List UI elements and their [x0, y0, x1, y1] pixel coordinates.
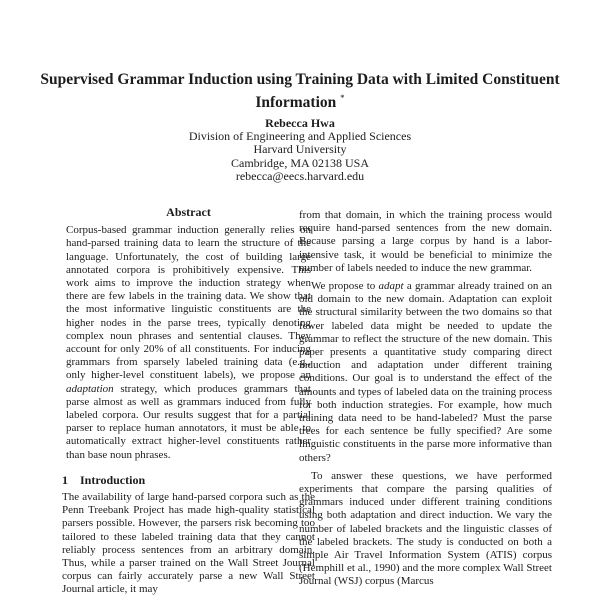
- right-column-continuation: from that domain, in which the training process would require hand-parsed sentences from the new domain. Because parsing a large corpus by hand is a labor-intensive task, it would be beneficial to minimize the number of labels needed to induce the new grammar.: [299, 209, 552, 274]
- abstract-body: [62, 224, 315, 462]
- title-footnote-marker: *: [340, 93, 345, 103]
- author-block: [100, 117, 500, 183]
- author-affiliation-division: Division of Engineering and Applied Sciences: [188, 129, 412, 144]
- paper-title-text: Supervised Grammar Induction using Training Data with Limited Constituent Information: [40, 71, 560, 112]
- right-column-paragraph-3: To answer these questions, we have performed experiments that compare the parsing qualities of grammars induced under different training conditions using both adaptation and direct induction. We vary the number of labeled brackets and the linguistic classes of the labeled brackets. The study is conducted on both a simple Air Travel Information System (ATIS) corpus (Hemphill et al., 1990) and the more complex Wall Street Journal (WSJ) corpus (Marcus: [299, 469, 552, 588]
- left-column: [62, 206, 315, 597]
- section-title: Introduction: [80, 472, 146, 487]
- introduction-paragraph-1: The availability of large hand-parsed corpora such as the Penn Treebank Project has made high-quality statistical parsers possible. However, the parsers risk becoming too tailored to these labeled training data that they cannot reliably process sentences from an arbitrary domain. Thus, while a parser trained on the Wall Street Journal corpus can fairly accurately parse a new Wall Street Journal article, it may: [62, 491, 315, 596]
- section-heading-introduction: [62, 474, 315, 487]
- author-address: Cambridge, MA 02138 USA: [231, 155, 369, 170]
- paper-title: [40, 70, 560, 112]
- p2-text-b: a grammar already trained on an old domain to the new domain. Adaptation can exploit the structural similarity between the two domains so that fewer labeled data might be needed to update the grammar to reflect the structure of the new domain. This paper presents a quantitative study comparing direct induction and adaptation under different training conditions. Our goal is to understand the effect of the amounts and types of labeled data on the training process for both induction strategies. For example, how much training data need to be hand-labeled? Must the parse trees for each sentence be fully specified? Are some linguistic constituents in the parse more informative than others?: [299, 280, 552, 464]
- abstract-heading: Abstract: [166, 205, 211, 219]
- section-number: 1: [62, 472, 68, 487]
- author-affiliation-university: Harvard University: [253, 142, 347, 157]
- p2-text-a: We propose to: [311, 280, 379, 293]
- right-column: [299, 209, 552, 589]
- abstract-text-part-2: strategy, which produces grammars that parse almost as well as grammars induced from fully labeled corpora. Our results suggest that for a partial parser to replace human annotators, it must be able to automatically extract higher-level constituents rather than base noun phrases.: [66, 382, 311, 461]
- p2-emphasis: adapt: [378, 280, 404, 293]
- right-column-paragraph-2: [299, 280, 552, 465]
- abstract-emphasis: adaptation: [66, 382, 114, 395]
- author-email: rebecca@eecs.harvard.edu: [235, 168, 365, 183]
- abstract-text-part-1: Corpus-based grammar induction generally relies on hand-parsed training data to learn the structure of the language. Unfortunately, the cost of building large annotated corpora is prohibitively expensive. This work aims to improve the induction strategy when there are few labels in the training data. We show that the most informative linguistic constituents are the higher nodes in the parse trees, typically denoting complex noun phrases and sentential clauses. They account for only 20% of all constituents. For inducing grammars from sparsely labeled training data (e.g., only higher-level constituent labels), we propose an: [66, 224, 311, 382]
- author-name: Rebecca Hwa: [265, 116, 335, 130]
